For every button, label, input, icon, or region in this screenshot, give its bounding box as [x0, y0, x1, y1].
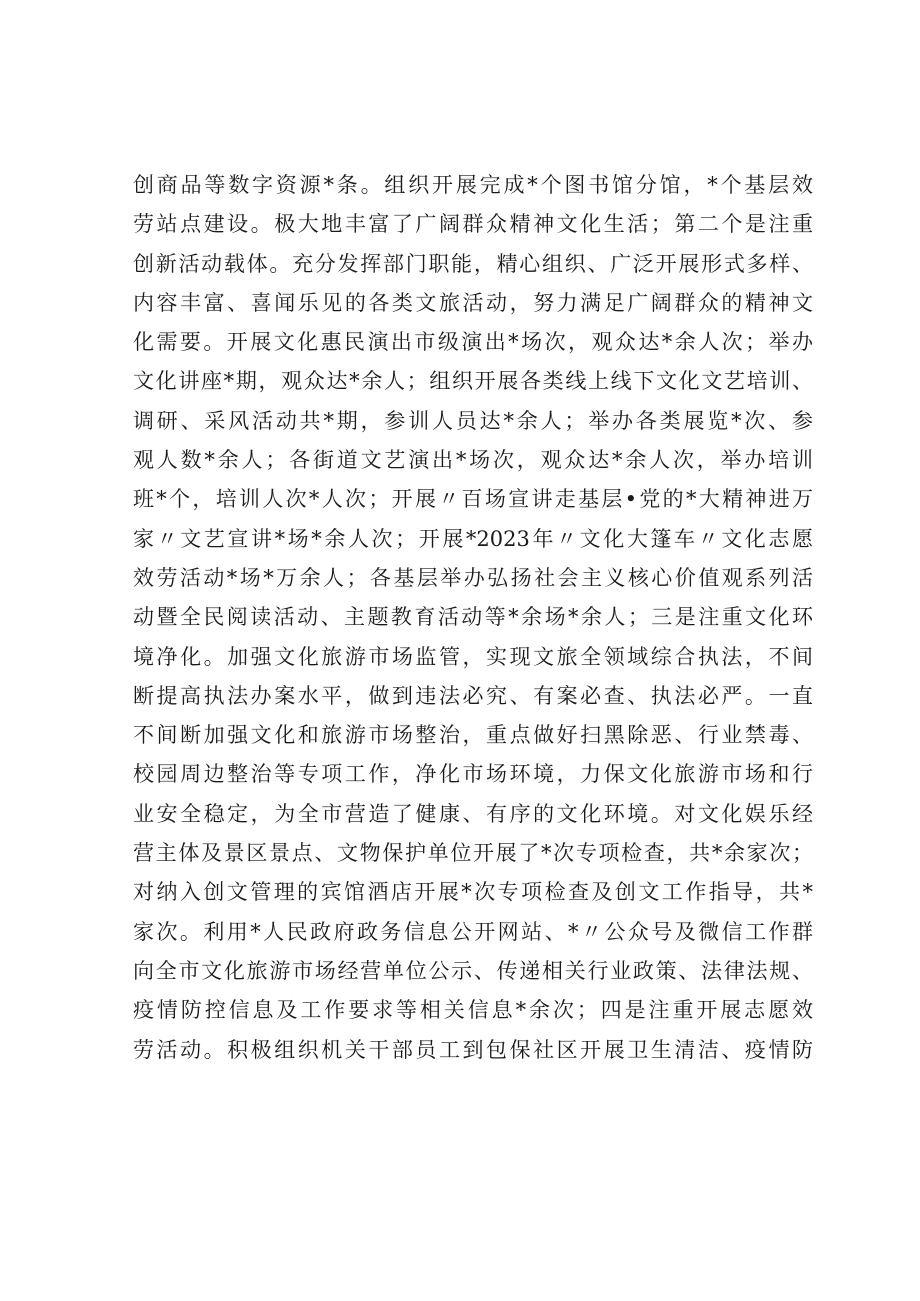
body-text [133, 166, 813, 1070]
text-line: 不间断加强文化和旅游市场整治，重点做好扫黑除恶、行业禁毒、 [133, 723, 813, 748]
text-line: 班*个，培训人次*人次；开展〃百场宣讲走基层•党的*大精神进万 [133, 487, 813, 512]
text-line: 创商品等数字资源*条。组织开展完成*个图书馆分馆，*个基层效 [133, 173, 813, 197]
text-line: 内容丰富、喜闻乐见的各类文旅活动，努力满足广阔群众的精神文 [133, 290, 813, 315]
text-line: 创新活动载体。充分发挥部门职能，精心组织、广泛开展形式多样、 [133, 251, 813, 276]
text-line: 业安全稳定，为全市营造了健康、有序的文化环境。对文化娱乐经 [133, 801, 813, 826]
text-line: 劳活动。积极组织机关干部员工到包保社区开展卫生清洁、疫情防 [133, 1037, 813, 1062]
text-line: 境净化。加强文化旅游市场监管，实现文旅全领域综合执法，不间 [133, 644, 813, 669]
text-line: 向全市文化旅游市场经营单位公示、传递相关行业政策、法律法规、 [133, 958, 813, 983]
text-line: 文化讲座*期，观众达*余人；组织开展各类线上线下文化文艺培训、 [133, 369, 813, 394]
text-line: 疫情防控信息及工作要求等相关信息*余次；四是注重开展志愿效 [133, 998, 813, 1023]
text-line: 调研、采风活动共*期，参训人员达*余人；举办各类展览*次、参 [133, 408, 813, 433]
text-line: 断提高执法办案水平，做到违法必究、有案必查、执法必严。一直 [133, 683, 813, 708]
text-line: 观人数*余人；各街道文艺演出*场次，观众达*余人次，举办培训 [133, 448, 813, 473]
text-line: 营主体及景区景点、文物保护单位开展了*次专项检查，共*余家次； [133, 841, 813, 866]
text-line: 对纳入创文管理的宾馆酒店开展*次专项检查及创文工作指导，共* [133, 880, 813, 905]
text-line: 化需要。开展文化惠民演出市级演出*场次，观众达*余人次；举办 [133, 330, 813, 355]
text-line: 家〃文艺宣讲*场*余人次；开展*2023年〃文化大篷车〃文化志愿 [133, 526, 813, 551]
text-line: 校园周边整治等专项工作，净化市场环境，力保文化旅游市场和行 [133, 762, 813, 787]
text-line: 家次。利用*人民政府政务信息公开网站、*〃公众号及微信工作群 [133, 919, 813, 944]
text-line: 动暨全民阅读活动、主题教育活动等*余场*余人；三是注重文化环 [133, 605, 813, 630]
text-line: 效劳活动*场*万余人；各基层举办弘扬社会主义核心价值观系列活 [133, 565, 813, 590]
text-line: 劳站点建设。极大地丰富了广阔群众精神文化生活；第二个是注重 [133, 212, 813, 237]
